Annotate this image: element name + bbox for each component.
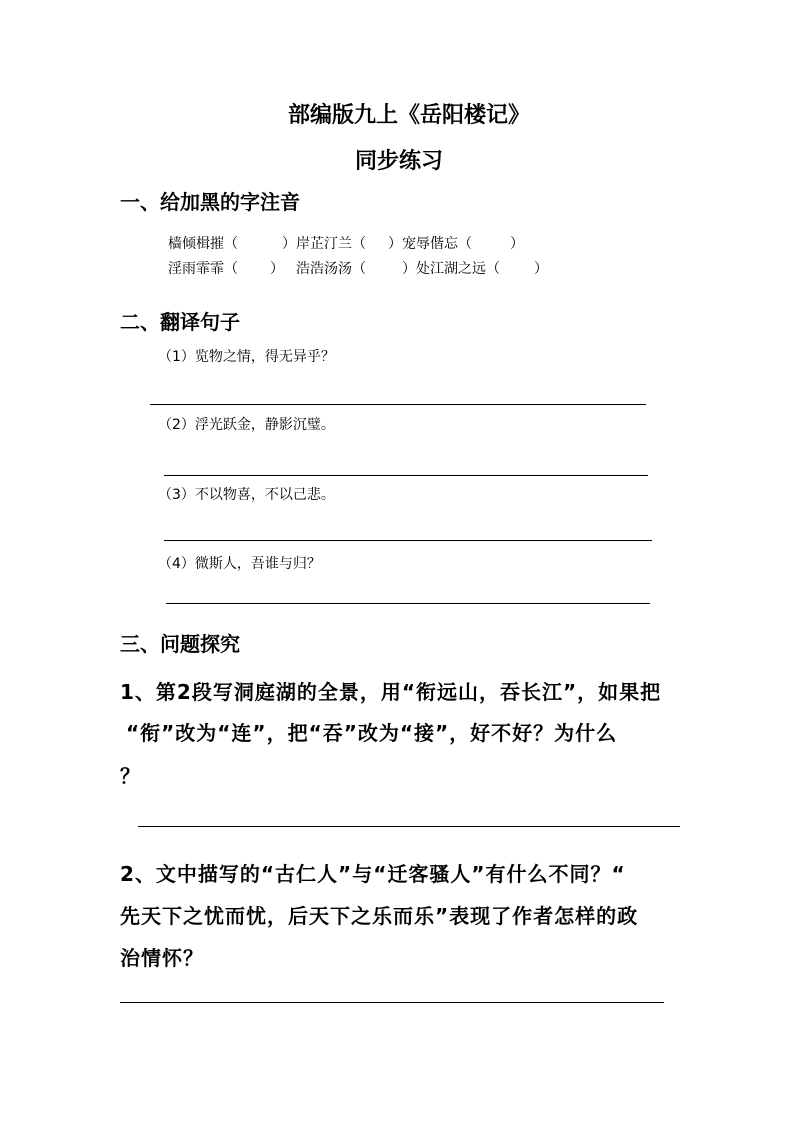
pinyin-item: ） — [534, 261, 548, 277]
translate-item-2: （2）浮光跃金，静影沉璧。 — [158, 417, 335, 433]
pinyin-item: ） — [270, 261, 284, 277]
question-2-line-1: 2、文中描写的“古仁人”与“迁客骚人”有什么不同？“ — [120, 862, 626, 886]
answer-line[interactable] — [166, 603, 650, 604]
pinyin-item: ）宠辱偕忘（ — [388, 236, 472, 252]
section-heading-pinyin: 一、给加黑的字注音 — [120, 190, 300, 214]
translate-item-3: （3）不以物喜，不以己悲。 — [158, 487, 335, 503]
answer-line[interactable] — [138, 826, 680, 827]
question-1-line-1: 1、第2段写洞庭湖的全景，用“衔远山，吞长江”，如果把 — [120, 680, 662, 704]
section-heading-translate: 二、翻译句子 — [120, 310, 240, 334]
translate-item-1: （1）览物之情，得无异乎？ — [158, 349, 335, 365]
translate-item-4: （4）微斯人，吾谁与归？ — [158, 556, 321, 572]
worksheet-subtitle: 同步练习 — [355, 149, 444, 174]
answer-line[interactable] — [120, 1002, 664, 1003]
worksheet-title: 部编版九上《岳阳楼记》 — [288, 103, 531, 128]
question-1-line-2: “衔”改为“连”，把“吞”改为“接”，好不好？为什么 — [126, 721, 618, 745]
answer-line[interactable] — [150, 404, 646, 405]
answer-line[interactable] — [164, 540, 652, 541]
question-1-line-3: ？ — [120, 764, 141, 788]
pinyin-item: 淫雨霏霏（ — [168, 261, 238, 277]
question-2-line-2: 先天下之忧而忧，后天下之乐而乐”表现了作者怎样的政 — [120, 904, 639, 928]
pinyin-item: ）岸芷汀兰（ — [282, 236, 366, 252]
pinyin-row-2 — [168, 258, 548, 278]
pinyin-item: ）处江湖之远（ — [402, 261, 500, 277]
pinyin-item: 浩浩汤汤（ — [296, 261, 366, 277]
pinyin-item: ） — [510, 236, 524, 252]
section-heading-inquiry: 三、问题探究 — [120, 632, 240, 656]
pinyin-row-1 — [168, 233, 524, 253]
answer-line[interactable] — [164, 475, 648, 476]
question-2-line-3: 治情怀？ — [120, 946, 204, 970]
pinyin-item: 樯倾楫摧（ — [168, 236, 238, 252]
